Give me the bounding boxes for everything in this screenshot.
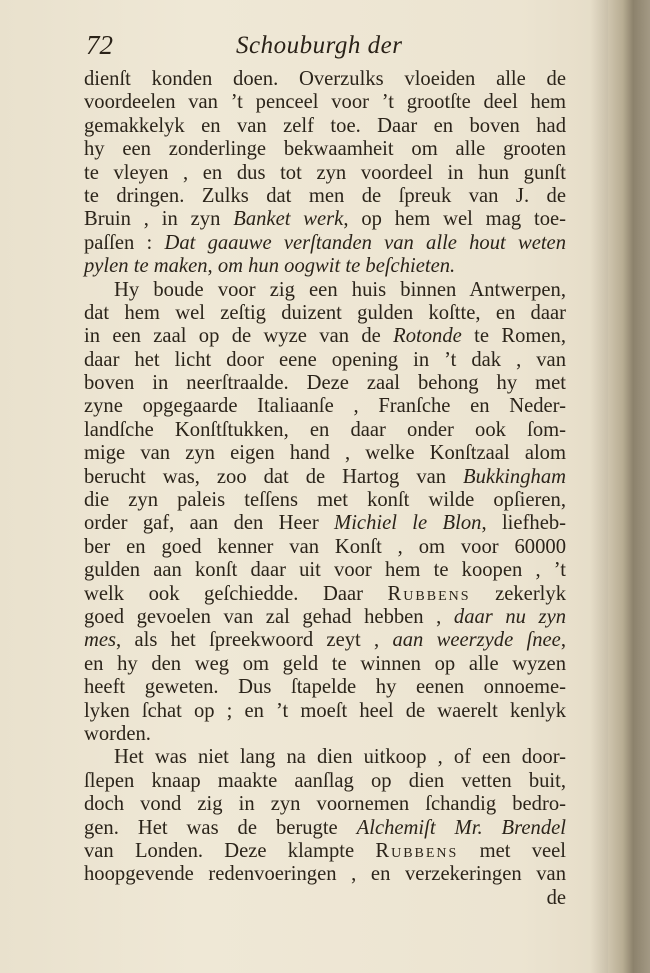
- text-segment: berucht was, zoo dat de Hartog van: [84, 465, 464, 488]
- text-segment: gemakkelyk en van zelf toe. Daar en boven had: [84, 114, 566, 137]
- text-line: [84, 279, 566, 302]
- text-line: [84, 162, 566, 185]
- italic-text: daar nu zyn: [453, 605, 567, 628]
- text-segment: hoopgevende redenvoeringen , en verzekeringen van: [84, 863, 566, 886]
- gutter-shadow: [590, 0, 608, 973]
- page-number: 72: [86, 30, 113, 60]
- text-line: [84, 232, 566, 255]
- text-line: [84, 442, 566, 465]
- running-title: Schouburgh der: [236, 32, 403, 59]
- text-segment: daar het licht door eene opening in ’t dak , van: [84, 348, 566, 371]
- text-line: [84, 255, 566, 278]
- text-segment: voordeelen van ’t penceel voor ’t grootſte deel hem: [84, 91, 566, 114]
- text-segment: landſche Konſtſtukken, en daar onder ook ſom-: [84, 418, 566, 441]
- text-segment: gulden aan konſt daar uit voor hem te koopen , ’t: [84, 559, 566, 582]
- text-segment: worden.: [84, 722, 151, 745]
- text-segment: zekerlyk: [470, 582, 566, 605]
- text-line: [84, 629, 566, 652]
- text-segment: doch vond zig in zyn voornemen ſchandig bedro-: [84, 793, 566, 816]
- text-line: [84, 466, 566, 489]
- text-segment: Bruin , in zyn: [84, 208, 234, 231]
- text-segment: gen. Het was de berugte: [84, 816, 357, 839]
- italic-text: aan weerzyde ſnee: [392, 629, 561, 652]
- italic-text: om hun oogwit te beſchieten.: [217, 255, 456, 278]
- text-line: [84, 840, 566, 863]
- text-segment: die zyn paleis teſſens met konſt wilde opſieren,: [84, 489, 566, 512]
- text-line: [84, 138, 566, 161]
- text-line: [84, 115, 566, 138]
- text-line: [84, 817, 566, 840]
- text-segment: hy een zonderlinge bekwaamheit om alle grooten: [84, 138, 566, 161]
- text-segment: Het was niet lang na dien uitkoop , of een door-: [114, 746, 566, 769]
- text-segment: paſſen :: [84, 231, 165, 254]
- text-line: [84, 489, 566, 512]
- italic-text: Alchemiſt Mr. Brendel: [356, 816, 566, 839]
- text-segment: , als het ſpreekwoord zeyt ,: [116, 629, 393, 652]
- italic-text: mes: [84, 629, 117, 652]
- text-line: [84, 419, 566, 442]
- italic-text: Banket werk: [233, 208, 344, 231]
- text-line: [84, 887, 566, 910]
- text-segment: heeft geweten. Dus ſtapelde hy eenen onnoeme-: [84, 676, 566, 699]
- text-segment: in een zaal op de wyze van de: [84, 325, 394, 348]
- text-line: [84, 583, 566, 606]
- text-segment: lyken ſchat op ; en ’t moeſt heel de waerelt kenlyk: [84, 699, 566, 722]
- text-segment: en hy den weg om geld te winnen op alle wyzen: [84, 652, 566, 675]
- text-segment: Hy boude voor zig een huis binnen Antwerpen,: [114, 278, 566, 301]
- italic-text: Michiel le Blon: [334, 512, 482, 535]
- text-line: [84, 770, 566, 793]
- italic-text: Rotonde: [393, 325, 462, 348]
- text-segment: , liefheb-: [481, 512, 566, 535]
- book-spine: [608, 0, 650, 973]
- text-segment: te vleyen , en dus tot zyn voordeel in hun gunſt: [84, 161, 566, 184]
- text-segment: goed gevoelen van zal gehad hebben ,: [84, 605, 454, 628]
- text-line: [84, 395, 566, 418]
- text-line: [84, 302, 566, 325]
- text-segment: , op hem wel mag toe-: [343, 208, 567, 231]
- text-line: [84, 746, 566, 769]
- text-segment: te dringen. Zulks dat men de ſpreuk van J. de: [84, 184, 566, 207]
- text-segment: dienſt konden doen. Overzulks vloeiden alle de: [84, 68, 566, 90]
- text-segment: order gaf, aan den Heer: [84, 512, 335, 535]
- text-segment: dat hem wel zeſtig duizent gulden koſtte, en daar: [84, 301, 566, 324]
- text-line: [84, 372, 566, 395]
- small-caps-text: Rubbens: [387, 582, 471, 605]
- text-line: [84, 700, 566, 723]
- text-segment: ,: [207, 255, 218, 278]
- text-line: [84, 208, 566, 231]
- text-segment: welk ook geſchiedde. Daar: [84, 582, 388, 605]
- italic-text: Dat gaauwe verſtanden van alle hout weten: [164, 231, 566, 254]
- small-caps-text: Rubbens: [375, 839, 459, 862]
- text-line: [84, 349, 566, 372]
- text-segment: ,: [560, 629, 566, 652]
- text-segment: mige van zyn eigen hand , welke Konſtzaal alom: [84, 442, 566, 465]
- text-line: [84, 325, 566, 348]
- body-text: [84, 68, 566, 910]
- text-line: [84, 185, 566, 208]
- text-line: [84, 863, 566, 886]
- text-line: [84, 653, 566, 676]
- text-line: [84, 559, 566, 582]
- text-line: [84, 536, 566, 559]
- text-line: [84, 512, 566, 535]
- text-line: [84, 68, 566, 91]
- text-line: [84, 723, 566, 746]
- text-line: [84, 793, 566, 816]
- text-segment: te Romen,: [461, 325, 566, 348]
- italic-text: Bukkingham: [463, 465, 566, 488]
- text-segment: ſlepen knaap maakte aanſlag op dien vetten buit,: [84, 769, 566, 792]
- text-segment: met veel: [458, 839, 566, 862]
- italic-text: pylen te maken: [84, 255, 208, 278]
- text-line: [84, 91, 566, 114]
- text-segment: ber en goed kenner van Konſt , om voor 60000: [84, 535, 566, 558]
- text-segment: boven in neerſtraalde. Deze zaal behong hy met: [84, 372, 566, 395]
- text-line: [84, 606, 566, 629]
- page-header: [86, 30, 566, 64]
- text-segment: de: [546, 886, 566, 909]
- text-line: [84, 676, 566, 699]
- text-segment: zyne opgegaarde Italiaanſe , Franſche en Neder-: [84, 395, 566, 418]
- text-segment: van Londen. Deze klampte: [84, 839, 376, 862]
